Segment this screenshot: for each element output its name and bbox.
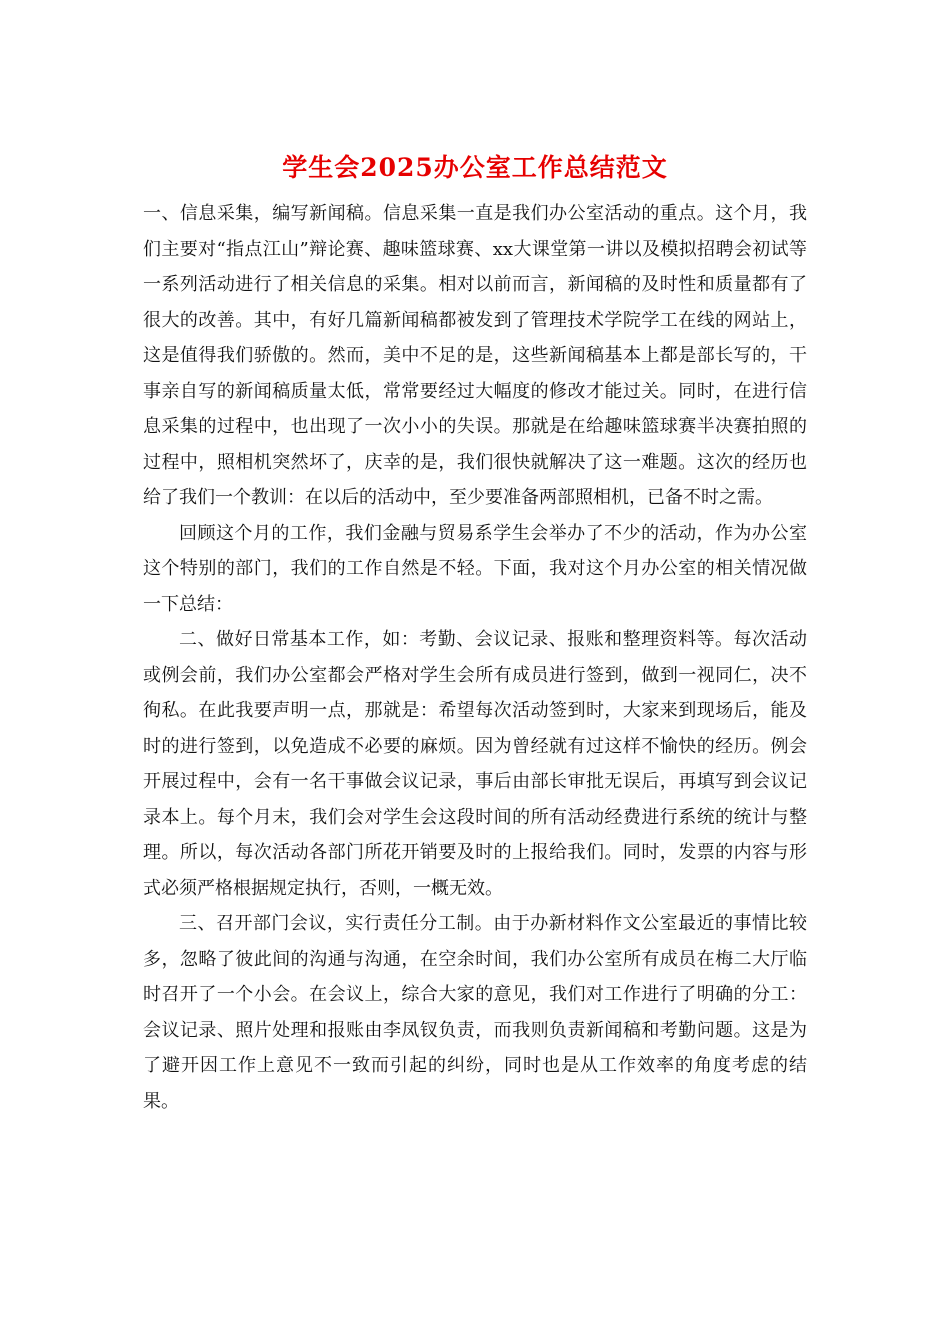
document-body bbox=[143, 196, 807, 1119]
paragraph-daily-work: 二、做好日常基本工作，如：考勤、会议记录、报账和整理资料等。每次活动或例会前，我们办公室都会严格对学生会所有成员进行签到，做到一视同仁，决不徇私。在此我要声明一点，那就是：希望每次活动签到时，大家来到现场后，能及时的进行签到，以免造成不必要的麻烦。因为曾经就有过这样不愉快的经历。例会开展过程中，会有一名干事做会议记录，事后由部长审批无误后，再填写到会议记录本上。每个月末，我们会对学生会这段时间的所有活动经费进行系统的统计与整理。所以，每次活动各部门所花开销要及时的上报给我们。同时，发票的内容与形式必须严格根据规定执行，否则，一概无效。 bbox=[143, 629, 807, 899]
paragraph-department-meeting: 三、召开部门会议，实行责任分工制。由于办新材料作文公室最近的事情比较多，忽略了彼此间的沟通与沟通，在空余时间，我们办公室所有成员在梅二大厅临时召开了一个小会。在会议上，综合大家的意见，我们对工作进行了明确的分工：会议记录、照片处理和报账由李凤钗负责，而我则负责新闻稿和考勤问题。这是为了避开因工作上意见不一致而引起的纠纷，同时也是从工作效率的角度考虑的结果。 bbox=[143, 913, 807, 1112]
paragraph-review: 回顾这个月的工作，我们金融与贸易系学生会举办了不少的活动，作为办公室这个特别的部门，我们的工作自然是不轻。下面，我对这个月办公室的相关情况做一下总结： bbox=[143, 522, 807, 615]
document-title: 学生会2025办公室工作总结范文 bbox=[282, 153, 668, 182]
paragraph-info-collection: 一、信息采集，编写新闻稿。信息采集一直是我们办公室活动的重点。这个月，我们主要对“指点江山”辩论赛、趣味篮球赛、xx大课堂第一讲以及模拟招聘会初试等一系列活动进行了相关信息的采集。相对以前而言，新闻稿的及时性和质量都有了很大的改善。其中，有好几篇新闻稿都被发到了管理技术学院学工在线的网站上，这是值得我们骄傲的。然而，美中不足的是，这些新闻稿基本上都是部长写的，干事亲自写的新闻稿质量太低，常常要经过大幅度的修改才能过关。同时，在进行信息采集的过程中，也出现了一次小小的失误。那就是在给趣味篮球赛半决赛拍照的过程中，照相机突然坏了，庆幸的是，我们很快就解决了这一难题。这次的经历也给了我们一个教训：在以后的活动中，至少要准备两部照相机，已备不时之需。 bbox=[143, 203, 807, 508]
